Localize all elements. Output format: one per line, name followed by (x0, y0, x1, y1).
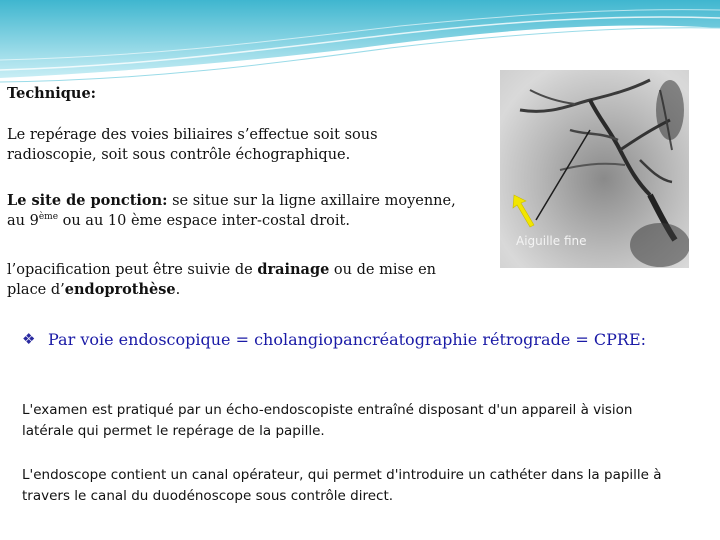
puncture-site-paragraph (7, 191, 477, 231)
fluoroscopy-image (500, 70, 689, 268)
needle-line (536, 130, 590, 220)
technique-paragraph: Le repérage des voies biliaires s’effectue soit sous radioscopie, soit sous contrôle échographique. (7, 127, 378, 163)
yellow-arrow-icon (512, 193, 538, 229)
opacification-text-a: l’opacification peut être suivie de (7, 262, 258, 278)
puncture-site-label: Le site de ponction: (7, 192, 168, 209)
diamond-bullet-icon: ❖ (22, 330, 36, 348)
opacification-text-b: ou de mise en place d’ (7, 262, 437, 298)
puncture-site-text-b: ou au 10 ème espace inter-costal droit. (58, 213, 350, 229)
puncture-site-text-a: se situe sur la ligne axillaire moyenne, au 9 (7, 193, 456, 229)
opacification-text-c: . (175, 282, 181, 298)
drainage-term: drainage (257, 261, 330, 278)
opacification-paragraph (7, 260, 477, 300)
technique-heading: Technique: (7, 85, 97, 102)
needle-caption: Aiguille fine (516, 234, 587, 248)
cpre-paragraph-2: L'endoscope contient un canal opérateur, qui permet d'introduire un cathéter dans la papille à travers le canal du duodénoscope sous contrôle direct. (22, 467, 662, 504)
puncture-site-superscript: ème (38, 212, 59, 223)
cpre-heading: Par voie endoscopique = cholangiopancréatographie rétrograde = CPRE: (48, 330, 647, 349)
cpre-paragraph-1: L'examen est pratiqué par un écho-endoscopiste entraîné disposant d'un appareil à vision latérale qui permet le repérage de la papille. (22, 402, 633, 439)
endoprosthesis-term: endoprothèse (64, 281, 176, 298)
